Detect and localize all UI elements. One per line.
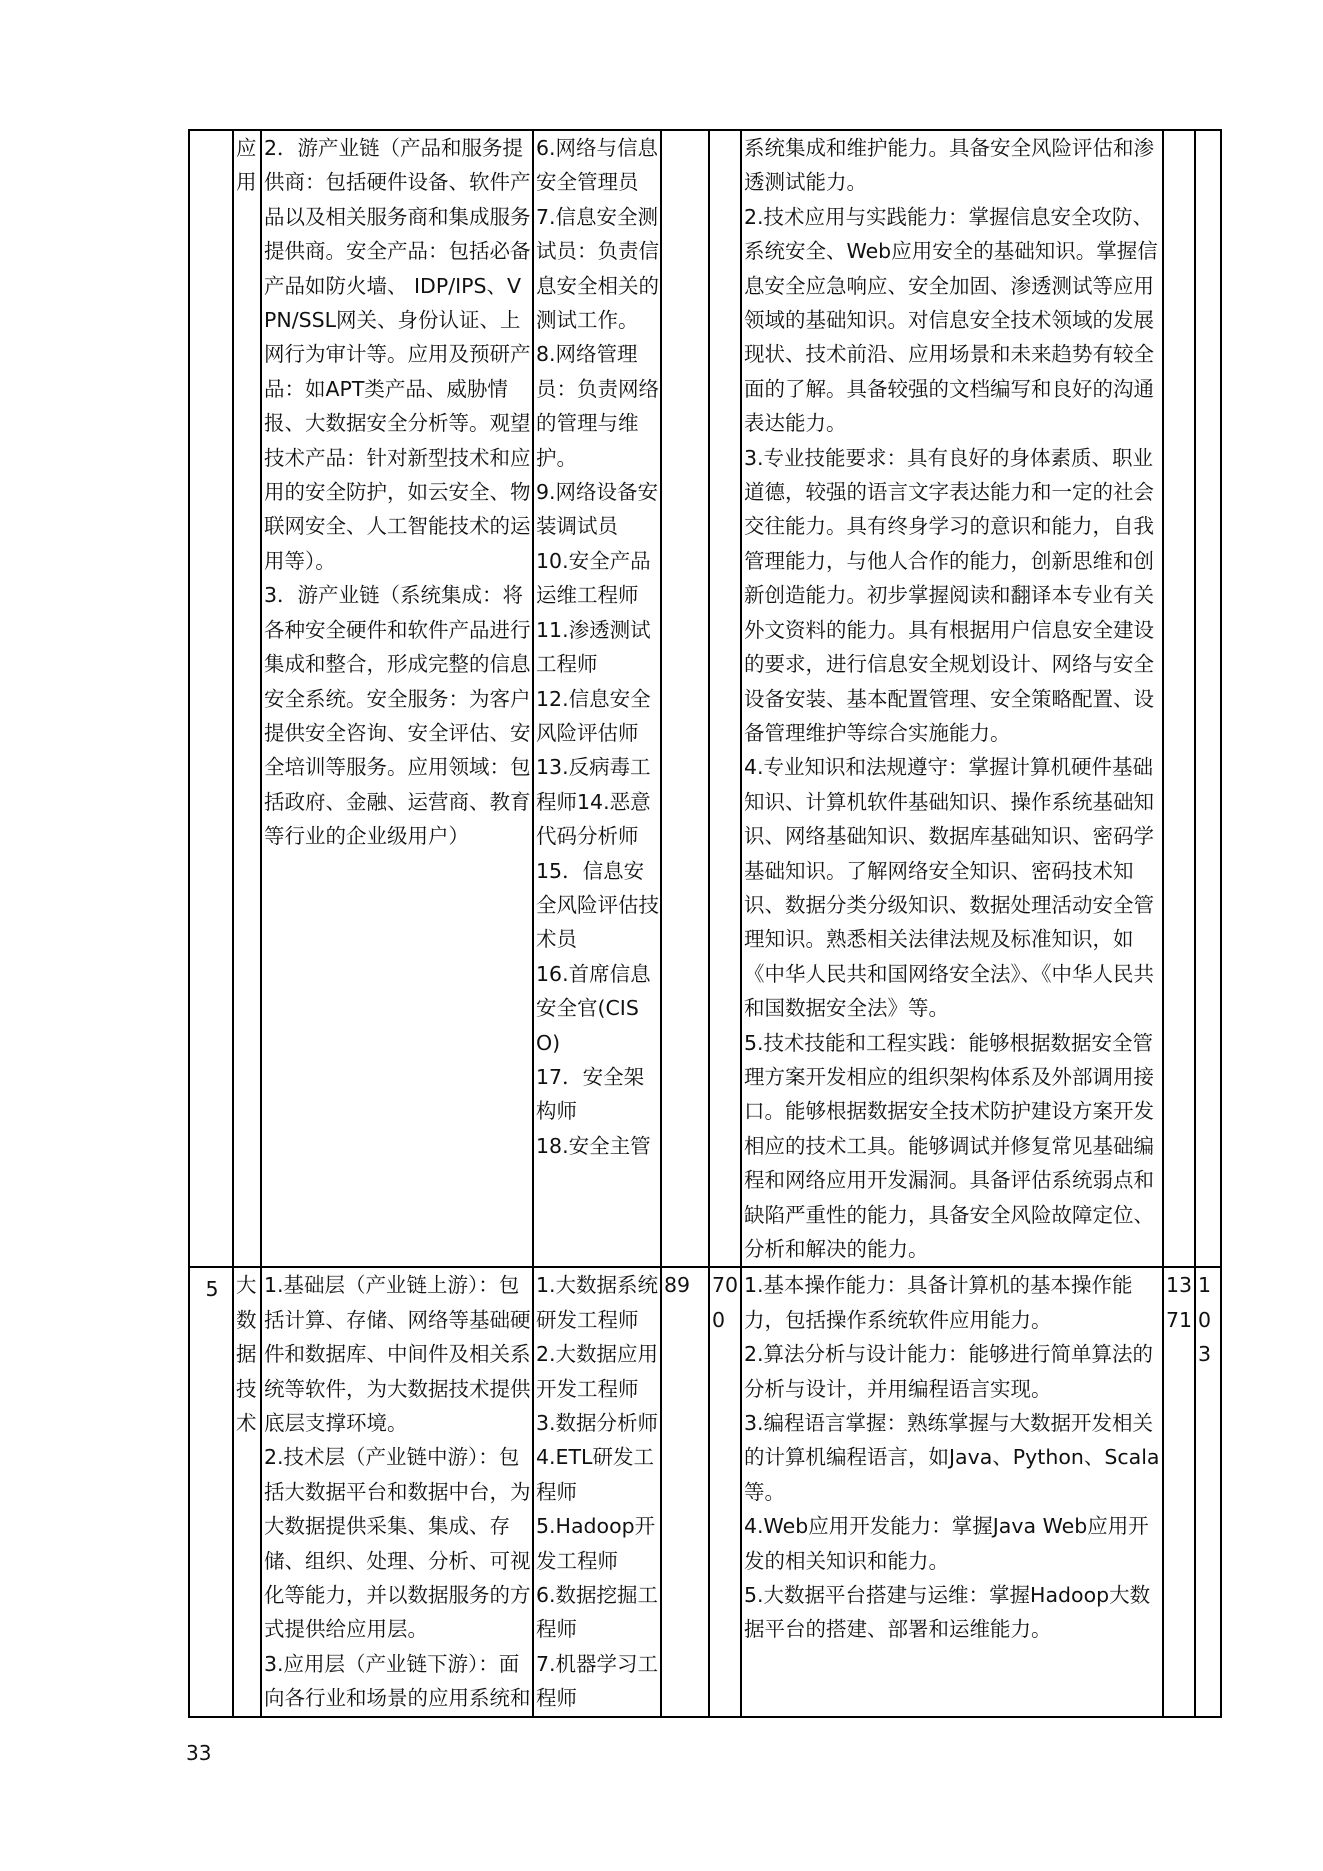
positions-cell: 6.网络与信息安全管理员 7.信息安全测试员：负责信息安全相关的测试工作。 8.网络管理员：负责网络的管理与维护。 9.网络设备安装调试员 10.安全产品运维工程师 11.渗透测试工程师 12.信息安全风险评估师 13.反病毒工程师14.恶意代码分析师 15．信息安全风险评估技术员 16.首席信息安全官(CISO) 17．安全架构师 18.安全主管 [533,130,661,1267]
table-row [189,130,1221,1267]
count-cell-d: 103 [1195,1267,1221,1717]
program-table [188,129,1222,1718]
industry-chain-cell: 2．游产业链（产品和服务提供商：包括硬件设备、软件产品以及相关服务商和集成服务提供商。安全产品：包括必备产品如防火墙、 IDP/IPS、VPN/SSL网关、身份认证、上网行为审计等。应用及预研产品：如APT类产品、威胁情报、大数据安全分析等。观望技术产品：针对新型技术和应用的安全防护，如云安全、物联网安全、人工智能技术的运用等）。 3．游产业链（系统集成：将各种安全硬件和软件产品进行集成和整合，形成完整的信息安全系统。安全服务：为客户提供安全咨询、安全评估、安全培训等服务。应用领域：包括政府、金融、运营商、教育等行业的企业级用户） [261,130,533,1267]
row-index [189,130,233,1267]
abilities-cell: 1.基本操作能力：具备计算机的基本操作能力，包括操作系统软件应用能力。 2.算法分析与设计能力：能够进行简单算法的分析与设计，并用编程语言实现。 3.编程语言掌握：熟练掌握与大数据开发相关的计算机编程语言，如Java、Python、Scala等。 4.Web应用开发能力：掌握Java Web应用开发的相关知识和能力。 5.大数据平台搭建与运维：掌握Hadoop大数据平台的搭建、部署和运维能力。 [741,1267,1163,1717]
count-cell-c: 1371 [1163,1267,1195,1717]
industry-chain-cell: 1.基础层（产业链上游）：包括计算、存储、网络等基础硬件和数据库、中间件及相关系统等软件，为大数据技术提供底层支撑环境。 2.技术层（产业链中游）：包括大数据平台和数据中台，为大数据提供采集、集成、存储、组织、处理、分析、可视化等能力，并以数据服务的方式提供给应用层。 3.应用层（产业链下游）：面向各行业和场景的应用系统和 [261,1267,533,1717]
table-row [189,1267,1221,1717]
positions-cell: 1.大数据系统研发工程师 2.大数据应用开发工程师 3.数据分析师 4.ETL研发工程师 5.Hadoop开发工程师 6.数据挖掘工程师 7.机器学习工程师 [533,1267,661,1717]
row-index: 5 [189,1267,233,1717]
category-cell: 大数据技术 [233,1267,261,1717]
count-cell-d [1195,130,1221,1267]
category-cell: 应用 [233,130,261,1267]
count-cell-b: 700 [709,1267,741,1717]
count-cell-a [661,130,709,1267]
count-cell-c [1163,130,1195,1267]
count-cell-a: 89 [661,1267,709,1717]
abilities-cell: 系统集成和维护能力。具备安全风险评估和渗透测试能力。 2.技术应用与实践能力：掌握信息安全攻防、系统安全、Web应用安全的基础知识。掌握信息安全应急响应、安全加固、渗透测试等应用领域的基础知识。对信息安全技术领域的发展现状、技术前沿、应用场景和未来趋势有较全面的了解。具备较强的文档编写和良好的沟通表达能力。 3.专业技能要求：具有良好的身体素质、职业道德，较强的语言文字表达能力和一定的社会交往能力。具有终身学习的意识和能力，自我管理能力，与他人合作的能力，创新思维和创新创造能力。初步掌握阅读和翻译本专业有关外文资料的能力。具有根据用户信息安全建设的要求，进行信息安全规划设计、网络与安全设备安装、基本配置管理、安全策略配置、设备管理维护等综合实施能力。 4.专业知识和法规遵守：掌握计算机硬件基础知识、计算机软件基础知识、操作系统基础知识、网络基础知识、数据库基础知识、密码学基础知识。了解网络安全知识、密码技术知识、数据分类分级知识、数据处理活动安全管理知识。熟悉相关法律法规及标准知识，如《中华人民共和国网络安全法》、《中华人民共和国数据安全法》等。 5.技术技能和工程实践：能够根据数据安全管理方案开发相应的组织架构体系及外部调用接口。能够根据数据安全技术防护建设方案开发相应的技术工具。能够调试并修复常见基础编程和网络应用开发漏洞。具备评估系统弱点和缺陷严重性的能力，具备安全风险故障定位、分析和解决的能力。 [741,130,1163,1267]
page-number: 33 [186,1741,212,1765]
count-cell-b [709,130,741,1267]
